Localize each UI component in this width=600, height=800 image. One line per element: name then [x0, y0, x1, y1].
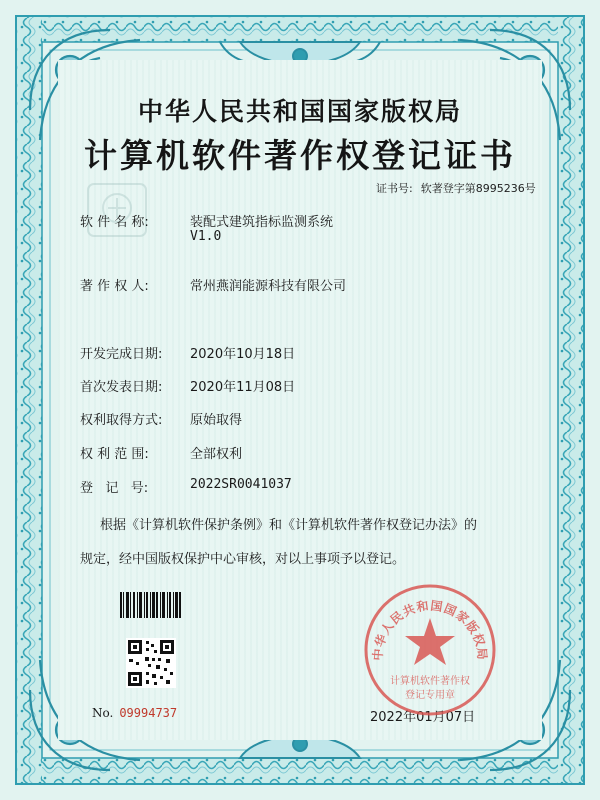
field-value-software-version: V1.0 — [190, 229, 222, 244]
serial-number — [92, 706, 177, 720]
emblem-watermark-icon — [84, 180, 150, 240]
issuer-name: 中华人民共和国国家版权局 — [137, 97, 462, 126]
issue-date: 2022年01月07日 — [370, 710, 476, 725]
seal-line-1: 计算机软件著作权 — [390, 676, 470, 687]
field-label-acquisition-method: 权利取得方式: — [80, 413, 163, 428]
field-value-acquisition-method: 原始取得 — [190, 413, 243, 428]
qr-code-icon — [126, 638, 176, 688]
serial-number-value: 09994737 — [119, 706, 178, 720]
certificate-number — [376, 180, 536, 196]
seal-star-icon — [405, 618, 455, 665]
legal-paragraph-line-1: 根据《计算机软件保护条例》和《计算机软件著作权登记办法》的 — [100, 518, 478, 533]
field-label-publication-date: 首次发表日期: — [80, 380, 163, 395]
seal-line-2: 登记专用章 — [405, 690, 455, 701]
field-label-software-name: 软 件 名 称: — [80, 215, 149, 230]
field-value-software-name: 装配式建筑指标监测系统 — [190, 215, 334, 230]
field-value-registration-number: 2022SR0041037 — [190, 477, 292, 492]
field-value-rights-scope: 全部权利 — [190, 447, 243, 462]
official-seal — [360, 580, 500, 720]
serial-number-label: No. — [92, 706, 114, 720]
field-value-copyright-owner: 常州燕润能源科技有限公司 — [190, 279, 347, 294]
seal-arc-text: 中华人民共和国国家版权局 — [370, 598, 490, 662]
certificate-number-value: 软著登字第8995236号 — [420, 182, 536, 195]
barcode-icon — [120, 592, 182, 618]
certificate-title: 计算机软件著作权登记证书 — [84, 136, 516, 175]
field-label-copyright-owner: 著 作 权 人: — [80, 279, 149, 294]
legal-paragraph-line-2: 规定，经中国版权保护中心审核，对以上事项予以登记。 — [80, 552, 406, 567]
field-label-registration-number: 登 记 号: — [80, 481, 149, 496]
certificate-number-label: 证书号: — [376, 182, 413, 195]
field-value-publication-date: 2020年11月08日 — [190, 380, 296, 395]
field-value-completion-date: 2020年10月18日 — [190, 347, 296, 362]
field-label-completion-date: 开发完成日期: — [80, 347, 163, 362]
field-label-rights-scope: 权 利 范 围: — [80, 447, 149, 462]
